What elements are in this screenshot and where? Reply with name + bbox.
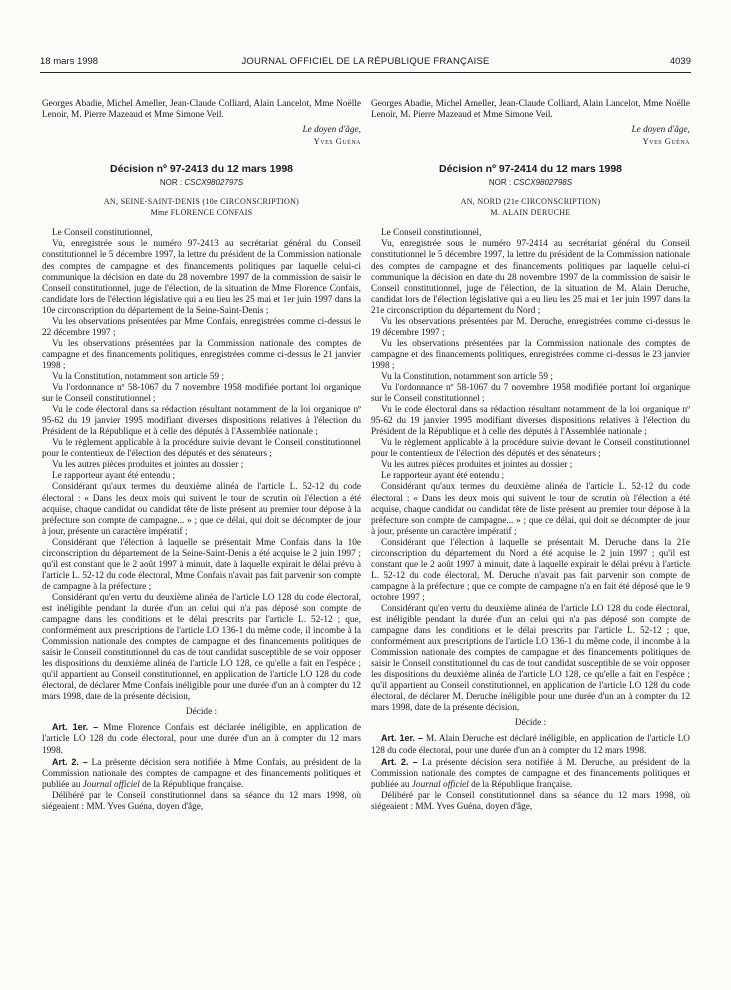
body-paragraph: Vu les observations présentées par Mme Confais, enregistrées comme ci-dessus le 22 décembre 1997 ; [42,316,361,338]
members-list: Georges Abadie, Michel Ameller, Jean-Claude Colliard, Alain Lancelot, Mme Noëlle Lenoir, M. Pierre Mazeaud et Mme Simone Veil. [371,99,690,121]
decision-body [371,228,690,714]
body-paragraph: Vu les autres pièces produites et jointes au dossier ; [381,460,573,471]
article-2-journal: Journal officiel [411,779,469,790]
body-paragraph: Vu les observations présentées par M. Deruche, enregistrées comme ci-dessus le 19 décembre 1997 ; [371,316,690,338]
header-journal-title: JOURNAL OFFICIEL DE LA RÉPUBLIQUE FRANÇAISE [241,56,490,67]
body-paragraph: Vu l'ordonnance nº 58-1067 du 7 novembre 1958 modifiée portant loi organique sur le Conseil constitutionnel ; [42,383,361,405]
body-paragraph: Vu la Constitution, notamment son article 59 ; [52,371,224,382]
decide-heading: Décide : [514,718,547,729]
closing-paragraph: Délibéré par le Conseil constitutionnel dans sa séance du 12 mars 1998, où siégeaient : MM. Yves Guéna, doyen d'âge, [371,790,690,812]
body-paragraph: Considérant que l'élection à laquelle se présentait M. Deruche dans la 21e circonscription du département du Nord a été acquise le 2 juin 1997 ; qu'il est constant que le 2 août 1997 à minuit, date à laquelle expirait le délai prévu à l'article L. 52-12 du code électoral, M. Deruche n'avait pas fait parvenir son compte de campagne à la préfecture ; que ce compte de campagne n'a en fait été déposé que le 9 octobre 1997 ; [371,537,690,603]
nor-code: CSCX9802798S [513,178,573,188]
body-paragraph: Vu les observations présentées par la Commission nationale des comptes de campagne et des financements politiques, enregistrées comme ci-dessus le 21 janvier 1998 ; [42,338,361,371]
closing-paragraph: Délibéré par le Conseil constitutionnel dans sa séance du 12 mars 1998, où siégeaient : MM. Yves Guéna, doyen d'âge, [42,790,361,812]
body-paragraph: Vu, enregistrée sous le numéro 97-2414 au secrétariat général du Conseil constitutionnel le 5 décembre 1997, la lettre du président de la Commission nationale des comptes de campagne et des financements politiques par laquelle celui-ci communique la décision en date du 28 novembre 1997 de la commission de saisir le Conseil constitutionnel, juge de l'élection, de la situation de M. Alain Deruche, candidat lors de l'élection législative qui a eu lieu les 25 mai et 1er juin 1997 dans la 21e circonscription du département du Nord ; [371,239,690,316]
article-2-text-b: de la République française. [468,779,573,790]
body-paragraph: Considérant qu'aux termes du deuxième alinéa de l'article L. 52-12 du code électoral : « Dans les deux mois qui suivent le tour de scrutin où l'élection a été acquise, chaque candidat ou candidat tête de liste présent au premier tour dépose à la préfecture son compte de campagne... » ; que ce délai, qui doit se décompter de jour à jour, présente un caractère impératif ; [371,482,690,537]
decision-title: Décision nº 97-2414 du 12 mars 1998 [438,163,623,176]
header-date: 18 mars 1998 [40,56,99,67]
signature-role: Le doyen d'âge, [302,125,361,136]
body-paragraph: Vu le code électoral dans sa rédaction résultant notamment de la loi organique nº 95-62 du 19 janvier 1995 modifiant diverses dispositions relatives à l'élection du Président de la République et à celle des députés à l'Assemblée nationale ; [42,405,361,438]
body-paragraph: Vu les observations présentées par la Commission nationale des comptes de campagne et des financements politiques, enregistrées comme ci-dessus le 23 janvier 1998 ; [371,338,690,371]
candidate-name: M. ALAIN DERUCHE [490,208,571,218]
article-1-label: Art. 1er. – [52,722,99,733]
article-1-label: Art. 1er. – [381,733,424,744]
body-paragraph: Vu l'ordonnance nº 58-1067 du 7 novembre 1958 modifiée portant loi organique sur le Conseil constitutionnel ; [371,383,690,405]
article-2-text-a: La présente décision sera notifiée à M. Deruche, au président de la Commission nationale des comptes de campagne et des financements politiques et publiée au [371,757,690,790]
article-2 [371,757,690,791]
body-paragraph: Le Conseil constitutionnel, [381,228,482,239]
body-paragraph: Vu le règlement applicable à la procédure suivie devant le Conseil constitutionnel pour le contentieux de l'élection des députés et des sénateurs ; [371,438,690,460]
body-paragraph: Vu le règlement applicable à la procédure suivie devant le Conseil constitutionnel pour le contentieux de l'élection des députés et des sénateurs ; [42,438,361,460]
article-2-journal: Journal officiel [82,779,140,790]
nor-reference [371,177,690,188]
article-2-label: Art. 2. – [381,756,418,767]
article-1-text: Mme Florence Confais est déclarée inéligible, en application de l'article LO 128 du code électoral, pour une durée d'un an à compter du 12 mars 1998. [42,723,361,756]
article-1 [371,733,690,756]
circonscription: AN, NORD (21e CIRCONSCRIPTION) [460,197,601,207]
members-list: Georges Abadie, Michel Ameller, Jean-Claude Colliard, Alain Lancelot, Mme Noëlle Lenoir, M. Pierre Mazeaud et Mme Simone Veil. [42,99,361,121]
decision-body [42,228,361,703]
body-paragraph: Considérant que l'élection à laquelle se présentait Mme Confais dans la 10e circonscription du département de la Seine-Saint-Denis a été acquise le 2 juin 1997 ; qu'il est constant que le 2 août 1997 à minuit, date à laquelle expirait le délai prévu à l'article L. 52-12 du code électoral, Mme Confais n'avait pas fait parvenir son compte de campagne à la préfecture ; [42,537,361,592]
signature-name: Yves Guéna [642,136,690,147]
body-paragraph: Vu la Constitution, notamment son article 59 ; [381,371,553,382]
candidate-name: Mme FLORENCE CONFAIS [150,208,253,218]
signature-role: Le doyen d'âge, [631,125,690,136]
body-paragraph: Considérant qu'en vertu du deuxième alinéa de l'article LO 128 du code électoral, est inéligible pendant la durée d'un an celui qui n'a pas déposé son compte de campagne dans les conditions et le délai prescrits par l'article L. 52-12 ; que, conformément aux prescriptions de l'article LO 136-1 du même code, il incombe à la Commission nationale des comptes de campagne et des financements politiques de saisir le Conseil constitutionnel du cas de tout candidat susceptible de se voir opposer les dispositions du deuxième alinéa de l'article LO 128, ce qu'elle a fait en l'espèce ; qu'il appartient au Conseil constitutionnel, en application de l'article LO 128 du code électoral, de déclarer M. Deruche inéligible pour une durée d'un an à compter du 12 mars 1998, date de la présente décision, [371,603,690,714]
nor-code: CSCX9802797S [184,178,244,188]
body-paragraph: Vu, enregistrée sous le numéro 97-2413 au secrétariat général du Conseil constitutionnel le 5 décembre 1997, la lettre du président de la Commission nationale des comptes de campagne et des financements politiques par laquelle celui-ci communique la décision en date du 28 novembre 1997 de la commission de saisir le Conseil constitutionnel, juge de l'élection, de la situation de Mme Florence Confais, candidate lors de l'élection législative qui a eu lieu les 25 mai et 1er juin 1997 dans la 10e circonscription du département de la Seine-Saint-Denis ; [42,239,361,316]
header-rule [40,72,691,73]
header-page-number: 4039 [669,56,691,67]
article-1-text: M. Alain Deruche est déclaré inéligible, en application de l'article LO 128 du code électoral, pour une durée d'un an à compter du 12 mars 1998. [371,734,690,756]
article-2-text-b: de la République française. [139,779,244,790]
body-paragraph: Vu les autres pièces produites et jointes au dossier ; [52,460,244,471]
body-paragraph: Le Conseil constitutionnel, [52,228,153,239]
decision-title: Décision nº 97-2413 du 12 mars 1998 [109,163,294,176]
circonscription: AN, SEINE-SAINT-DENIS (10e CIRCONSCRIPTION) [103,197,300,207]
article-2-label: Art. 2. – [52,756,88,767]
column-left [42,99,361,813]
body-paragraph: Le rapporteur ayant été entendu ; [381,471,505,482]
body-paragraph: Considérant qu'aux termes du deuxième alinéa de l'article L. 52-12 du code électoral : « Dans les deux mois qui suivent le tour de scrutin où l'élection a été acquise, chaque candidat ou candidat tête de liste présent au premier tour dépose à la préfecture son compte de campagne... » ; que ce délai, qui doit se décompter de jour à jour, présente un caractère impératif ; [42,482,361,537]
page-header [40,56,691,70]
body-paragraph: Vu le code électoral dans sa rédaction résultant notamment de la loi organique nº 95-62 du 19 janvier 1995 modifiant diverses dispositions relatives à l'élection du Président de la République et à celle des députés à l'Assemblée nationale ; [371,405,690,438]
column-right [371,99,690,813]
body-paragraph: Le rapporteur ayant été entendu ; [52,471,176,482]
nor-reference [42,177,361,188]
body-paragraph: Considérant qu'en vertu du deuxième alinéa de l'article LO 128 du code électoral, est inéligible pendant la durée d'un an celui qui n'a pas déposé son compte de campagne dans les conditions et le délai prescrits par l'article L. 52-12 ; que, conformément aux prescriptions de l'article LO 136-1 du même code, il incombe à la Commission nationale des comptes de campagne et des financements politiques de saisir le Conseil constitutionnel du cas de tout candidat susceptible de se voir opposer les dispositions du deuxième alinéa de l'article LO 128, ce qu'elle a fait en l'espèce ; qu'il appartient au Conseil constitutionnel, en application de l'article LO 128 du code électoral, de déclarer Mme Confais inéligible pour une durée d'un an à compter du 12 mars 1998, date de la présente décision, [42,592,361,703]
signature-name: Yves Guéna [313,136,361,147]
decide-heading: Décide : [185,707,218,718]
article-2-text-a: La présente décision sera notifiée à Mme Confais, au président de la Commission nationale des comptes de campagne et des financements politiques et publiée au [42,757,361,790]
article-1 [42,722,361,756]
nor-label: NOR : [159,178,185,188]
article-2 [42,757,361,791]
nor-label: NOR : [488,178,514,188]
